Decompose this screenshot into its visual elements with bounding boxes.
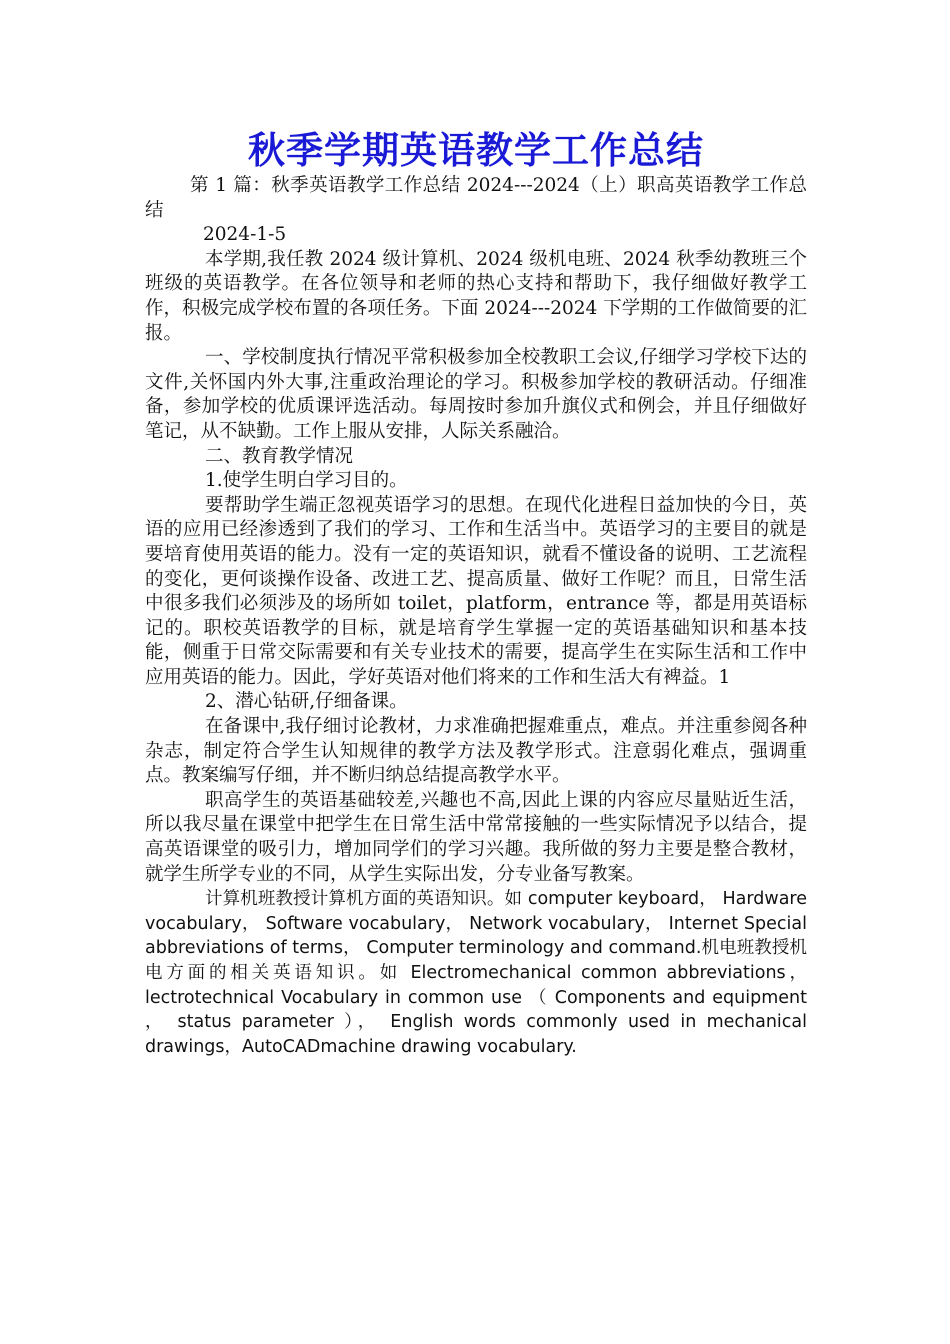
paragraph-student-interest: 职高学生的英语基础较差,兴趣也不高,因此上课的内容应尽量贴近生活，所以我尽量在课堂中把学生在日常生活中常常接触的一些实际情况予以结合，提高英语课堂的吸引力，增加同学们的学习兴趣。我所做的努力主要是整合教材，就学生所学专业的不同，从学生实际出发，分专业备写教案。: [145, 789, 807, 885]
subheading-lesson-prep: 2、潜心钻研,仔细备课。: [205, 691, 408, 713]
section-heading-teaching: 二、教育教学情况: [205, 445, 354, 467]
paragraph-school-system: 一、学校制度执行情况平常积极参加全校教职工会议,仔细学习学校下达的文件,关怀国内外大事,注重政治理论的学习。积极参加学校的教研活动。仔细准备，参加学校的优质课评选活动。每周按时参加升旗仪式和例会，并且仔细做好笔记，从不缺勤。工作上服从安排，人际关系融洽。: [145, 347, 807, 442]
date-line: 2024-1-5: [203, 224, 287, 246]
paragraph-intro: 本学期,我任教 2024 级计算机、2024 级机电班、2024 秋季幼教班三个班级的英语教学。在各位领导和老师的热心支持和帮助下，我仔细做好教学工作，积极完成学校布置的各项任务。下面 2024---2024 下学期的工作做简要的汇报。: [145, 248, 807, 344]
paragraph-learning-purpose: 要帮助学生端正忽视英语学习的思想。在现代化进程日益加快的今日，英语的应用已经渗透到了我们的学习、工作和生活当中。英语学习的主要目的就是要培育使用英语的能力。没有一定的英语知识，就看不懂设备的说明、工艺流程的变化，更何谈操作设备、改进工艺、提高质量、做好工作呢？而且，日常生活中很多我们必须涉及的场所如 toilet，platform，entrance 等，都是用英语标记的。职校英语教学的目标，就是培育学生掌握一定的英语基础知识和基本技能，侧重于日常交际需要和有关专业技术的需要，提高学生在实际生活和工作中应用英语的能力。因此，学好英语对他们将来的工作和生活大有裨益。1: [145, 494, 807, 688]
document-page: [145, 128, 807, 1059]
article-heading-line: 第 1 篇：秋季英语教学工作总结 2024---2024（上）职高英语教学工作总结: [145, 175, 807, 221]
subheading-learning-purpose: 1.使学生明白学习目的。: [205, 470, 408, 492]
document-title: 秋季学期英语教学工作总结: [248, 129, 704, 172]
paragraph-major-specific: 计算机班教授计算机方面的英语知识。如 computer keyboard， Hardware vocabulary， Software vocabulary， Network vocabulary， Internet Special abbreviations of terms， Computer terminology and command.机电班教授机电方面的相关英语知识。如 Electromechanical common abbreviations， lectrotechnical Vocabulary in common use （ Components and equipment ， status parameter ）， English words commonly used in mechanical drawings，AutoCADmachine drawing vocabulary.: [145, 889, 807, 1057]
paragraph-lesson-prep: 在备课中,我仔细讨论教材，力求准确把握难重点，难点。并注重参阅各种杂志，制定符合学生认知规律的教学方法及教学形式。注意弱化难点，强调重点。教案编写仔细，并不断归纳总结提高教学水平。: [145, 716, 807, 787]
